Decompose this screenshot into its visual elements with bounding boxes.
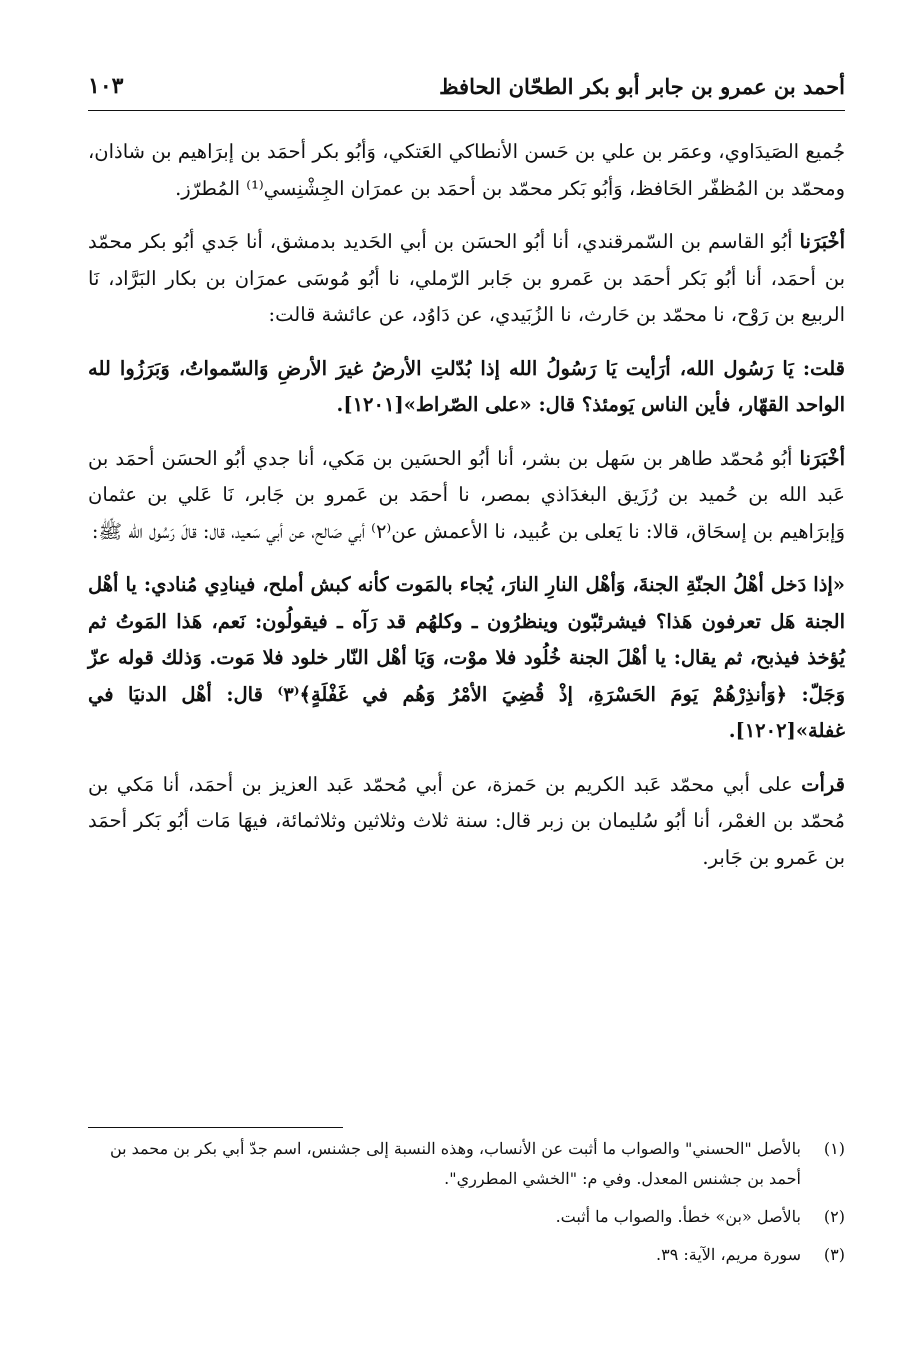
paragraph-text: جُميع الصَيدَاوي، وعمَر بن علي بن حَسن الأنطاكي العَتكي، وَأبُو بكر أحمَد بن إبرَاهيم بن شاذان، ومحمّد بن المُظفّر الحَافظ، وَأبُو بَكر محمّد بن أحمَد بن عمرَان الجِشْنِسي⁽¹⁾ المُطرّز.	[88, 140, 845, 200]
paragraph-lead-word: أخْبَرَنا	[799, 446, 845, 470]
paragraph-isnad-1	[88, 224, 845, 334]
footnote-text: بالأصل "الحسني" والصواب ما أثبت عن الأنساب، وهذه النسبة إلى جشنس، اسم جدّ أبي بكر بن محمد بن أحمد بن جشنس المعدل. وفي م: "الخشي المطرري".	[109, 1139, 801, 1188]
main-text	[88, 134, 845, 893]
running-header	[88, 62, 845, 111]
paragraph-text: أبُو مُحمّد طاهر بن سَهل بن بشر، أنا أبُو الحسَين بن مَكي، أنا جدي أبُو الحسَن أحمَد بن عَبد الله بن حُميد بن رُزَيق البغدَاذي بمصر، نا أحمَد بن عَمرو بن جَابر، نَا عَلي بن عثمان وَإبرَاهيم بن إسحَاق، قالا: نا يَعلى بن عُبيد، نا الأعمش عن⁽٢⁾ أبي صَالح، عن أبي سَعيد، قال: قالَ رَسُول الله ﷺ:	[88, 446, 845, 543]
paragraph-isnad-2	[88, 441, 845, 551]
paragraph-death-date	[88, 767, 845, 877]
hadith-text: قلت: يَا رَسُول الله، أرَأيت يَا رَسُولُ الله إذا بُدّلتِ الأرضُ غيرَ الأرضِ وَالسّمواتُ، وَبَرَزُوا لله الواحد القهّار، فأين الناس يَومئذ؟ قال: «على الصّراط»[١٢٠١].	[88, 356, 845, 416]
footnote-item	[88, 1202, 845, 1232]
paragraph-text: أبُو القاسم بن السّمرقندي، أنا أبُو الحسَن بن أبي الحَديد بدمشق، أنا جَدي أبُو بكر محمّد بن أحمَد، أنا أبُو بَكر أحمَد بن عَمرو بن جَابر الرّملي، نا أبُو مُوسَى عمرَان بن بكار البَرَّاد، نَا الربيع بن رَوْح، نا محمّد بن حَارث، نا الزُبَيدي، عن دَاوُد، عن عائشة قالت:	[88, 230, 846, 326]
footnote-item	[88, 1134, 845, 1194]
footnote-number: (٣)	[823, 1245, 845, 1264]
paragraph-text: على أبي محمّد عَبد الكريم بن حَمزة، عن أبي مُحمّد عَبد العزيز بن أحمَد، أنا مَكي بن مُحمّد بن الغمْر، أنا أبُو سُليمان بن زبر قال: سنة ثلاث وثلاثين وثلاثمائة، فيهَا مَات أبُو بَكر أحمَد بن عَمرو بن جَابر.	[88, 772, 845, 869]
footnote-item	[88, 1240, 845, 1270]
footnotes	[88, 1134, 845, 1278]
footnote-number: (١)	[823, 1139, 845, 1158]
paragraph-lead-word: أخْبَرَنا	[799, 230, 845, 253]
page-number: ١٠٣	[88, 73, 124, 99]
paragraph-hadith-2	[88, 567, 845, 750]
paragraph-hadith-1	[88, 351, 845, 424]
footnote-text: بالأصل «بن» خطأ. والصواب ما أثبت.	[555, 1207, 801, 1226]
paragraph-narrators-list	[88, 134, 845, 207]
book-page	[88, 62, 845, 1322]
footnote-text: سورة مريم، الآية: ٣٩.	[656, 1245, 801, 1264]
hadith-text: «إذا دَخل أهْلُ الجنّةِ الجنةَ، وَأهْل النارِ النارَ، يُجاء بالمَوت كأنه كبش أملح، فينادِي مُنادي: يا أهْل الجنة هَل تعرفون هَذا؟ فيشرئبّون وينظرُون ـ وكلهُم قد رَآه ـ فيقولُون: نَعم، هَذا المَوتُ ثم يُؤخذ فيذبح، ثم يقال: يا أهْلَ الجنة خُلُود فلا موْت، وَيَا أهْل النّار خلود فلا مَوت. وَذلك قوله عزّ وَجَلّ: ﴿وَأنذِرْهُمْ يَومَ الحَسْرَةِ، إذْ قُضِيَ الأمْرُ وَهُم في غَفْلَةٍ﴾⁽٣⁾ قال: أهْل الدنيَا في غفلة»[١٢٠٢].	[88, 573, 845, 742]
header-title: أحمد بن عمرو بن جابر أبو بكر الطحّان الحافظ	[439, 73, 845, 99]
footnote-separator	[88, 1127, 343, 1128]
paragraph-lead-word: قرأت	[801, 772, 845, 796]
footnote-number: (٢)	[823, 1207, 845, 1226]
